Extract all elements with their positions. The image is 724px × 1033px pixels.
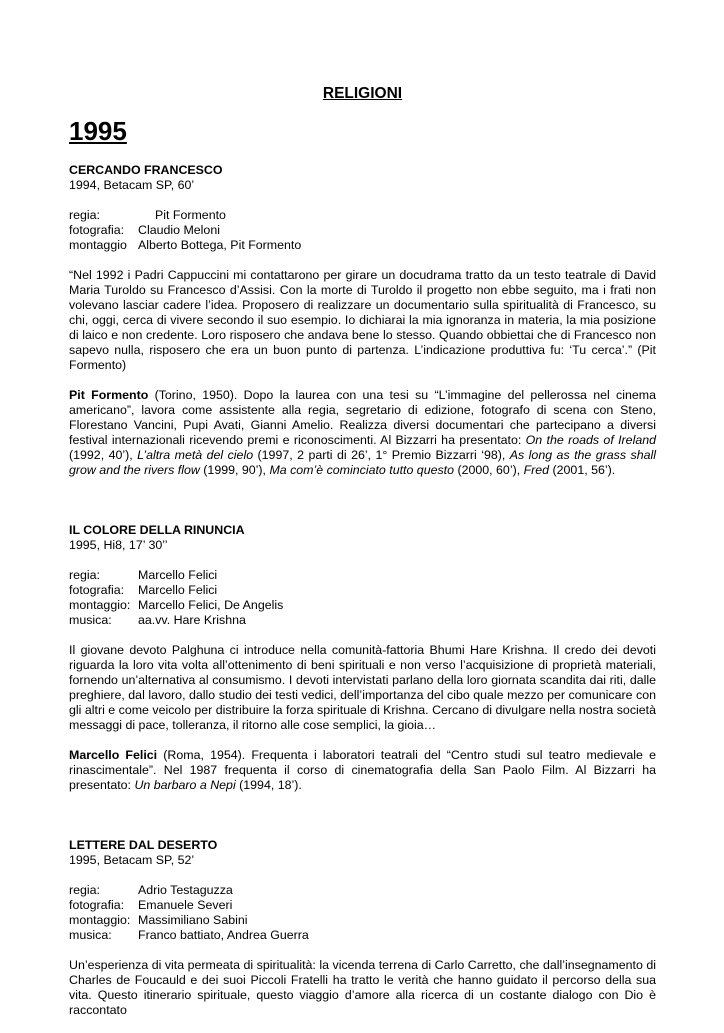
bio-text: (1994, 18’). <box>235 778 302 792</box>
film-title: LETTERE DAL DESERTO <box>69 838 218 852</box>
bio-work-title: Fred <box>523 463 550 477</box>
credit-role: montaggio: <box>69 598 131 612</box>
spacer <box>69 493 656 523</box>
bio-text: (2000, 60’), <box>454 463 524 477</box>
credits-list <box>69 883 656 943</box>
credit-name: Marcello Felici, De Angelis <box>138 598 284 612</box>
film-meta: 1994, Betacam SP, 60’ <box>69 178 195 192</box>
credit-name: Adrio Testaguzza <box>138 883 233 897</box>
section-title: RELIGIONI <box>322 85 403 102</box>
credit-row <box>69 898 656 913</box>
film-meta: 1995, Betacam SP, 52’ <box>69 853 195 867</box>
bio-work-title: As long as the grass shall grow and the rivers flow <box>69 448 656 477</box>
film-meta: 1995, Hi8, 17’ 30’’ <box>69 538 168 552</box>
bio-work-title: Ma com’è cominciato tutto questo <box>269 463 455 477</box>
document-page <box>69 84 656 1033</box>
credit-role: musica: <box>69 613 112 627</box>
spacer <box>69 808 656 838</box>
bio-text: (Torino, 1950). Dopo la laurea con una tesi su “L’immagine del pellerossa nel cinema americano”, lavora come assistente alla regia, segretario di edizione, fotografo di scena con Steno, Florestano Vancini, Pupi Avati, Gianni Amelio. Realizza diversi documentari che partecipano a diversi festival internazionali ricevendo premi e riconoscimenti. Al Bizzarri ha presentato: <box>69 388 656 447</box>
credit-role: fotografia: <box>69 898 125 912</box>
credits-list <box>69 208 656 253</box>
credit-row <box>69 613 656 628</box>
year-heading: 1995 <box>69 116 127 146</box>
credit-name: Pit Formento <box>155 208 226 222</box>
director-bio <box>69 388 656 478</box>
credit-role: fotografia: <box>69 223 125 237</box>
film-synopsis: “Nel 1992 i Padri Cappuccini mi contattarono per girare un docudrama tratto da un testo teatrale di David Maria Turoldo su Francesco d’Assisi. Con la morte di Turoldo il progetto non ebbe seguito, ma i frati non volevano lasciar cadere l’idea. Proposero di realizzare un documentario sulla spiritualità di Francesco, su chi, oggi, cerca di vivere secondo il suo esempio. Io dichiarai la mia ignoranza in materia, la mia posizione di laico e non credente. Loro risposero che andava bene lo stesso. Quando obbiettai che di Francesco non sapevo nulla, risposero che era un buon punto di partenza. L’indicazione produttiva fu: ‘Tu cerca’.” (Pit Formento) <box>69 268 656 372</box>
bio-text: (2001, 56’). <box>549 463 616 477</box>
credit-role: regia: <box>69 208 100 222</box>
bio-work-title: L’altra metà del cielo <box>137 448 254 462</box>
credit-name: Marcello Felici <box>138 568 218 582</box>
credit-name: Claudio Meloni <box>138 223 220 237</box>
credit-row <box>69 883 656 898</box>
film-entry <box>69 523 656 793</box>
bio-text: (Roma, 1954). Frequenta i laboratori teatrali del “Centro studi sul teatro medievale e rinascimentale”. Nel 1987 frequenta il corso di cinematografia della San Paolo Film. Al Bizzarri ha presentato: <box>69 748 656 792</box>
director-name: Marcello Felici <box>69 748 158 762</box>
credit-name: Massimiliano Sabini <box>138 913 248 927</box>
credit-role: fotografia: <box>69 583 125 597</box>
bio-text: (1997, 2 parti di 26’, 1° Premio Bizzarri ‘98), <box>253 448 510 462</box>
director-name: Pit Formento <box>69 388 149 402</box>
credit-row <box>69 913 656 928</box>
credit-role: musica: <box>69 928 112 942</box>
film-synopsis: Il giovane devoto Palghuna ci introduce nella comunità-fattoria Bhumi Hare Krishna. Il credo dei devoti riguarda la loro vita volta all’ottenimento di beni spirituali e non verso l’acquisizione di proprietà materiali, fornendo un’alternativa al consumismo. I devoti intervistati parlano della loro giornata scandita dai riti, dalle preghiere, dal lavoro, dallo studio dei testi vedici, dell’importanza del cibo quale mezzo per comunicare con gli altri e come veicolo per distribuire la forza spirituale di Krishna. Cercano di divulgare nella nostra società messaggi di pace, tolleranza, il ritorno alle cose semplici, la gioia… <box>69 643 656 732</box>
bio-work-title: On the roads of Ireland <box>525 433 656 447</box>
credit-role: montaggio: <box>69 913 131 927</box>
credit-name: Alberto Bottega, Pit Formento <box>138 238 302 252</box>
credit-name: Emanuele Severi <box>138 898 233 912</box>
credit-name: aa.vv. Hare Krishna <box>138 613 246 627</box>
film-title: IL COLORE DELLA RINUNCIA <box>69 523 245 537</box>
credit-row <box>69 208 656 223</box>
credit-role: regia: <box>69 883 100 897</box>
film-synopsis: Un’esperienza di vita permeata di spiritualità: la vicenda terrena di Carlo Carretto, che dall’insegnamento di Charles de Foucauld e dei suoi Piccoli Fratelli ha tratto le verità che hanno guidato il percorso della sua vita. Questo itinerario spirituale, questo viaggio d’amore alla ricerca di un costante dialogo con Dio è raccontato <box>69 958 656 1017</box>
credit-role: montaggio <box>69 238 127 252</box>
bio-work-title: Un barbaro a Nepi <box>134 778 236 792</box>
credit-row <box>69 598 656 613</box>
credit-role: regia: <box>69 568 100 582</box>
bio-text: (1992, 40’), <box>69 448 138 462</box>
bio-text: (1999, 90’), <box>199 463 270 477</box>
credit-row <box>69 223 656 238</box>
credit-row <box>69 568 656 583</box>
credits-list <box>69 568 656 628</box>
credit-row <box>69 928 656 943</box>
credit-name: Franco battiato, Andrea Guerra <box>138 928 309 942</box>
film-entry <box>69 163 656 478</box>
film-title: CERCANDO FRANCESCO <box>69 163 223 177</box>
film-entry <box>69 838 656 1018</box>
director-bio <box>69 748 656 793</box>
credit-row <box>69 238 656 253</box>
credit-row <box>69 583 656 598</box>
credit-name: Marcello Felici <box>138 583 218 597</box>
